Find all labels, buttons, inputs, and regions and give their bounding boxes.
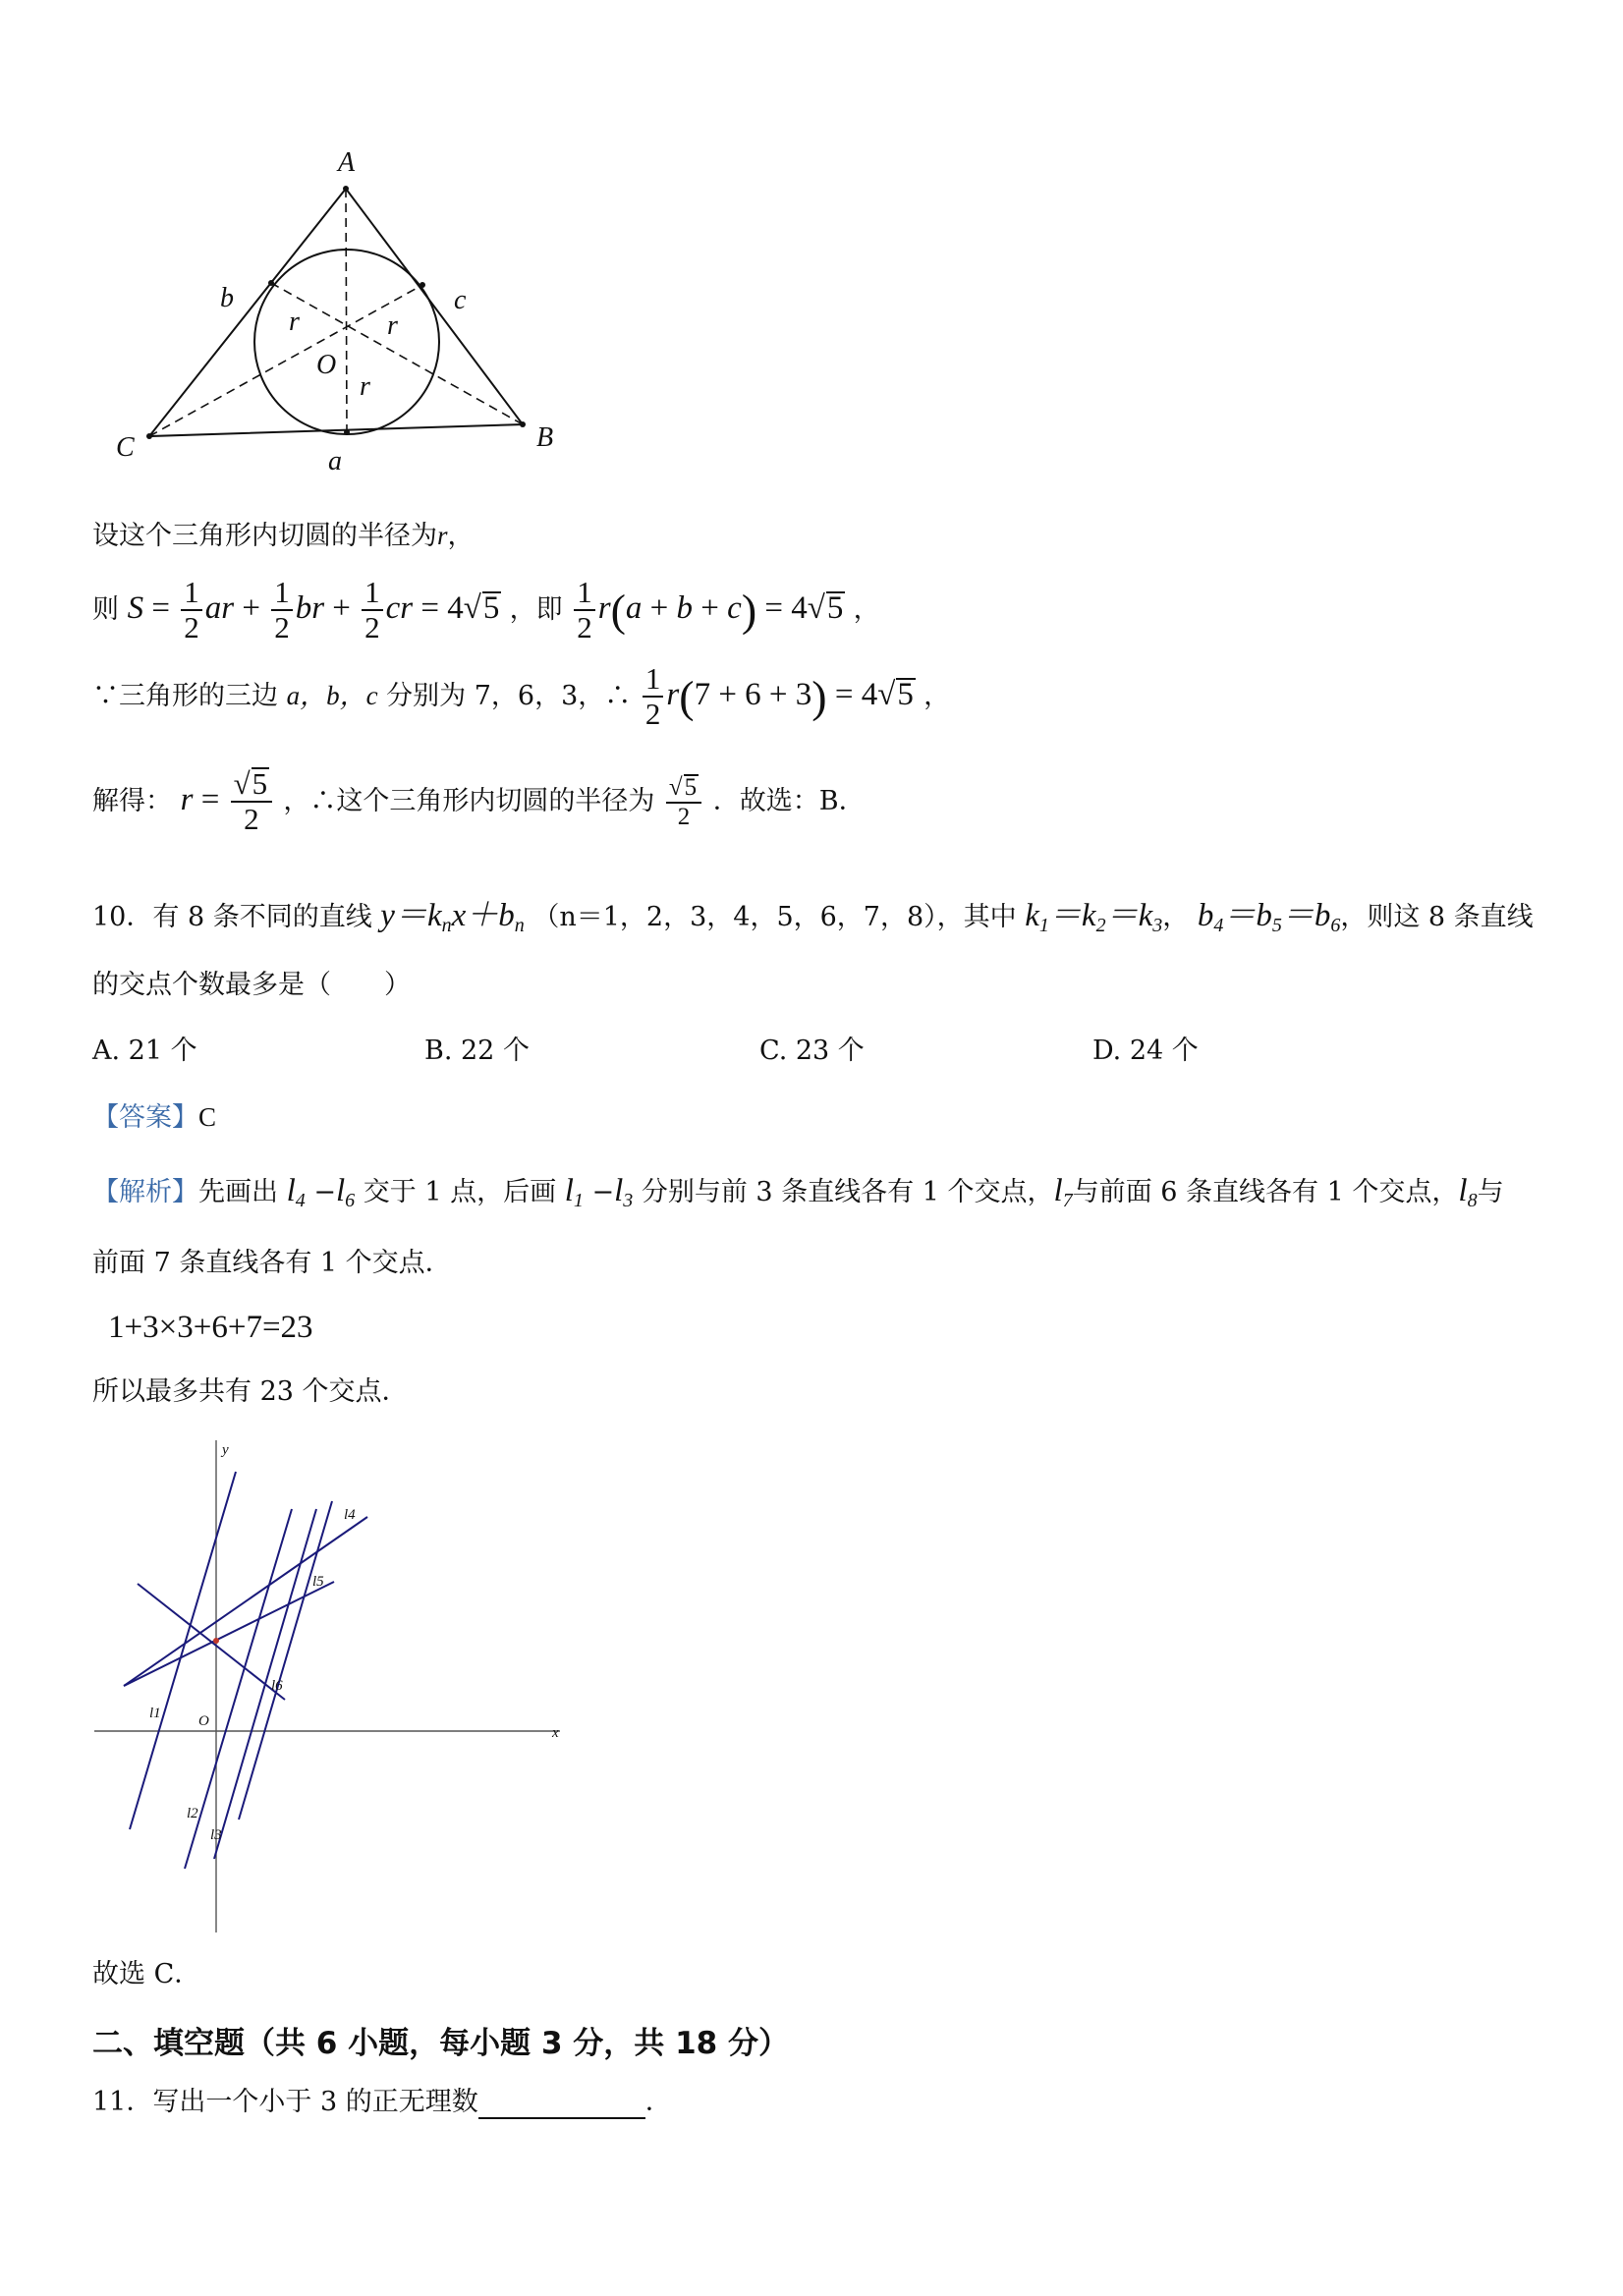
q10-stem-line1: 10．有 8 条不同的直线 $y=k_nx+b_n$ （n＝1，2，3，4，5，6，7，8），其中 $k_1=k_2=k_3$， $b_4=b_5=b_6$，则这 8 条直线 (92, 898, 1534, 936)
lines-coordinate-figure (88, 1436, 580, 1937)
label-O: O (316, 350, 337, 380)
l6-label: l6 (271, 1678, 283, 1694)
q10-analysis-line1: 【解析】先画出 $l_4 -l_6$ 交于 1 点，后画 $l_1 -l_3$ 分别与前 3 条直线各有 1 个交点，$l_7$与前面 6 条直线各有 1 个交点，$l_8$与 (92, 1173, 1504, 1211)
area-formula: S = $\frac{1}{2}$ ar + $\frac{1}{2}$ br + $\frac{1}{2}$ cr = 4√5 (127, 575, 500, 645)
l4-label: l4 (344, 1507, 356, 1523)
slope-condition: $k_1=k_2=k_3$ (1025, 898, 1163, 936)
radius-fraction: $\frac{√5}{2}$ (666, 774, 701, 831)
label-B: B (536, 422, 554, 453)
triangle-incircle-figure (98, 138, 570, 491)
label-r-right: r (387, 310, 398, 341)
triangle-outline (149, 189, 523, 436)
q10-analysis-line2: 前面 7 条直线各有 1 个交点． (92, 1248, 452, 1278)
l5-label: l5 (312, 1574, 324, 1590)
line-equation: $y=k_nx+b_n$ (380, 898, 525, 936)
label-r-left: r (289, 307, 300, 337)
label-b: b (220, 283, 234, 313)
l3-label: l3 (210, 1827, 222, 1843)
q10-conclusion: 所以最多共有 23 个交点． (92, 1376, 409, 1407)
sol9-line2: 则 S = $\frac{1}{2}$ ar + $\frac{1}{2}$ br + $\frac{1}{2}$ cr = 4√5 ，即 $\frac{1}{2}$ r(a + b + c) = 4√5 ， (92, 575, 880, 645)
q10-option-d: D. 24 个 (1092, 1036, 1199, 1066)
l1-label: l1 (149, 1706, 161, 1721)
radius-formula: r = $\frac{√5}{2}$ (181, 782, 284, 817)
axis-x-label: x (552, 1725, 559, 1741)
label-a: a (328, 446, 342, 476)
label-A: A (338, 147, 356, 178)
origin-label: O (198, 1713, 209, 1729)
section2-heading: 二、填空题（共 6 小题，每小题 3 分，共 18 分） (92, 2026, 790, 2061)
axis-y-label: y (222, 1442, 229, 1458)
substitution-formula: $\frac{1}{2}$ r(7 + 6 + 3) = 4√5 (640, 677, 923, 712)
q10-option-b: B. 22 个 (424, 1036, 530, 1066)
area-formula-2: $\frac{1}{2}$ r(a + b + c) = 4√5 (571, 590, 853, 626)
q10-equation: 1+3×3+6+7=23 (108, 1310, 313, 1345)
q11-answer-blank[interactable] (478, 2092, 645, 2119)
sol9-line3: ∵三角形的三边 a，b，c 分别为 7，6，3，∴ $\frac{1}{2}$ r(7 + 6 + 3) = 4√5 ， (92, 661, 951, 732)
q11-stem: 11．写出一个小于 3 的正无理数 ． (92, 2087, 672, 2117)
q10-stem-line2: 的交点个数最多是（ ） (92, 970, 411, 1000)
q10-option-c: C. 23 个 (759, 1036, 865, 1066)
q10-answer: 【答案】C (92, 1102, 217, 1133)
label-c: c (454, 285, 467, 315)
q10-final: 故选 C． (92, 1959, 201, 1989)
label-C: C (116, 432, 135, 463)
intercept-condition: $b_4=b_5=b_6$ (1197, 898, 1341, 936)
q10-option-a: A. 21 个 (92, 1036, 197, 1066)
l2-label: l2 (187, 1806, 198, 1821)
label-r-bottom: r (360, 371, 370, 402)
sol9-line4: 解得： r = $\frac{√5}{2}$ ，∴这个三角形内切圆的半径为 $\frac{√5}{2}$ ．故选：B． (92, 766, 866, 837)
sol9-line1: 设这个三角形内切圆的半径为r， (92, 521, 475, 551)
